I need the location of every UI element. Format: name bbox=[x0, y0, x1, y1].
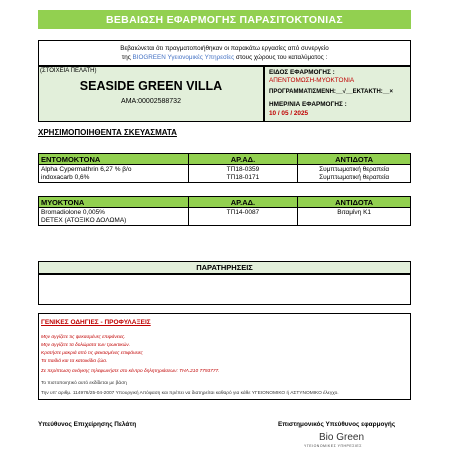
document-title: ΒΕΒΑΙΩΣΗ ΕΦΑΡΜΟΓΗΣ ΠΑΡΑΣΙΤΟΚΤΟΝΙΑΣ bbox=[38, 10, 411, 29]
application-date-label: ΗΜΕΡ/ΝΙΑ ΕΦΑΡΜΟΓΗΣ : bbox=[269, 101, 347, 108]
client-signature-label: Υπεύθυνος Επιχείρησης Πελάτη bbox=[38, 421, 137, 428]
client-label: (ΣΤΟΙΧΕΙΑ ΠΕΛΑΤΗ) bbox=[40, 68, 97, 74]
remarks-title: ΠΑΡΑΤΗΡΗΣΕΙΣ bbox=[38, 261, 411, 274]
table-cell: indoxacarb 0,6% bbox=[39, 174, 189, 183]
application-info-box bbox=[264, 66, 411, 122]
intro-line-1: Βεβαιώνεται ότι πραγματοποιήθηκαν οι παρακάτω εργασίες από συνεργείο bbox=[120, 45, 329, 52]
header-cell: ΑΡ.ΑΔ. bbox=[188, 197, 298, 208]
brand-name: BIOGREEN Υγειονομικές Υπηρεσίες bbox=[132, 54, 235, 61]
legal-info-line: Την υπ' αριθμ. 114976/25-04-2007 Υπουργική Απόφαση και πρέπει να διατηρείται καθαρό για κάθε ΥΓΕΙΟΝΟΜΙΚΟ ή ΑΣΤΥΝΟΜΙΚΟ έλεγχο. bbox=[41, 391, 339, 396]
header-cell: ΕΝΤΟΜΟΚΤΟΝΑ bbox=[39, 154, 189, 165]
note-line: Τα παιδιά και τα κατοικίδια ζώα. bbox=[41, 359, 108, 364]
table-cell bbox=[188, 217, 298, 226]
scientist-signature-label: Επιστημονικός Υπεύθυνος εφαρμογής bbox=[278, 421, 396, 428]
table-cell: Bromadiolone 0,005% bbox=[39, 208, 189, 217]
remarks-body bbox=[38, 274, 411, 305]
table-cell: ΤΠ18-0359 bbox=[188, 165, 298, 174]
application-type-label: ΕΙΔΟΣ ΕΦΑΡΜΟΓΗΣ : bbox=[269, 69, 335, 76]
table-cell: Συμπτωματική θεραπεία bbox=[298, 174, 411, 183]
table-header-row bbox=[39, 154, 411, 165]
table-row bbox=[39, 217, 411, 226]
poison-center-line: Σε περίπτωση ανάγκης τηλεφωνήστε στο κέντρο δηλητηριάσεων: ΤΗΛ.210 7793777. bbox=[41, 369, 220, 374]
header-cell: ΑΝΤΙΔΟΤΑ bbox=[298, 154, 411, 165]
client-ama: ΑΜΑ:00002588732 bbox=[121, 98, 181, 105]
table-cell: DETEX (ΑΤΟΞΙΚΟ ΔΟΛΩΜΑ) bbox=[39, 217, 189, 226]
header-cell: ΑΡ.ΑΔ. bbox=[188, 154, 298, 165]
application-date-value: 10 / 05 / 2025 bbox=[269, 110, 309, 117]
table-row bbox=[39, 174, 411, 183]
insecticides-table bbox=[38, 153, 411, 183]
intro-text bbox=[38, 40, 411, 66]
note-line: Μην αγγίζετε τις ψεκασμένες επιφάνειες. bbox=[41, 335, 126, 340]
rodenticides-table bbox=[38, 196, 411, 226]
products-title: ΧΡΗΣΙΜΟΠΟΙΗΘΕΝΤΑ ΣΚΕΥΑΣΜΑΤΑ bbox=[38, 128, 177, 137]
intro-line-2-post: στους χώρους του καταλύματος : bbox=[234, 54, 328, 61]
table-cell: ΤΠ14-0087 bbox=[188, 208, 298, 217]
notes-box bbox=[38, 313, 411, 400]
table-header-row bbox=[39, 197, 411, 208]
header-cell: ΜΥΟΚΤΟΝΑ bbox=[39, 197, 189, 208]
note-line: Μην αγγίζετε τα δολώματα των τρωκτικών. bbox=[41, 343, 131, 348]
table-cell: Alpha Cypermathrin 6,27 % β/ο bbox=[39, 165, 189, 174]
biogreen-logo-subtitle: ΥΓΕΙΟΝΟΜΙΚΕΣ ΥΠΗΡΕΣΙΕΣ bbox=[304, 444, 362, 448]
notes-title: ΓΕΝΙΚΕΣ ΟΔΗΓΙΕΣ - ΠΡΟΦΥΛΑΞΕΙΣ bbox=[41, 319, 151, 326]
intro-line-2-pre: της bbox=[121, 54, 133, 61]
table-cell bbox=[298, 217, 411, 226]
table-cell: Συμπτωματική θεραπεία bbox=[298, 165, 411, 174]
biogreen-logo: Bio Green bbox=[319, 432, 365, 443]
table-row bbox=[39, 165, 411, 174]
table-cell: Βιταμίνη Κ1 bbox=[298, 208, 411, 217]
table-cell: ΤΠ18-0171 bbox=[188, 174, 298, 183]
legal-info-line: Το πιστοποιητικό αυτό εκδίδεται με βάση bbox=[41, 381, 127, 386]
note-line: Κρατήστε μακριά από τις ψεκασμένες επιφάνειες bbox=[41, 351, 143, 356]
header-cell: ΑΝΤΙΔΟΤΑ bbox=[298, 197, 411, 208]
intro-line-2 bbox=[39, 53, 410, 62]
client-name: SEASIDE GREEN VILLA bbox=[79, 79, 223, 93]
application-type-value: ΑΠΕΝΤΟΜΩΣΗ-ΜΥΟΚΤΟΝΙΑ bbox=[269, 77, 355, 84]
schedule-label: ΠΡΟΓΡΑΜΜΑΤΙΣΜΕΝΗ:__√__ΕΚΤΑΚΤΗ:__× bbox=[269, 89, 393, 95]
table-row bbox=[39, 208, 411, 217]
client-box bbox=[38, 66, 264, 122]
